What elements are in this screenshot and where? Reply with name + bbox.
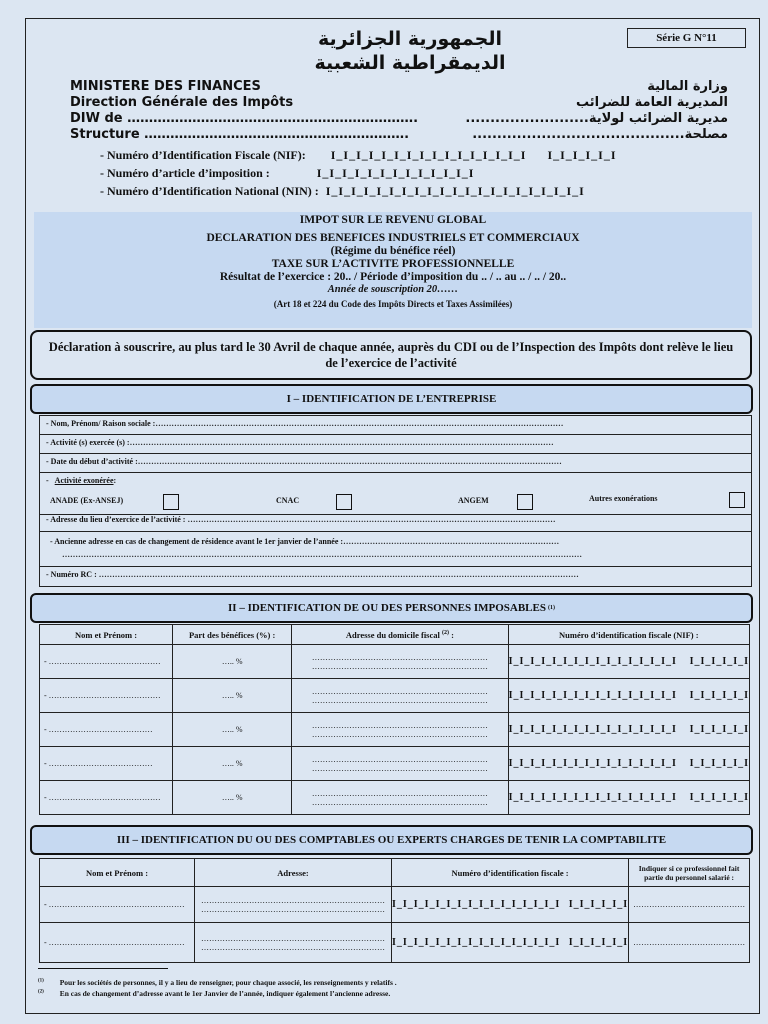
- decl-annee: Année de souscription 20……: [327, 284, 459, 295]
- row-nom[interactable]: [40, 416, 751, 435]
- col-nom: Nom et Prénom :: [40, 859, 195, 887]
- direction-ar: المديرية العامة للضرائب: [575, 95, 728, 110]
- nom-cell[interactable]: - …………………………………: [40, 713, 173, 747]
- col-part: Part des bénéfices (%) :: [173, 625, 292, 645]
- part-cell[interactable]: ….. %: [173, 713, 292, 747]
- table-row: [40, 923, 750, 963]
- anade-checkbox[interactable]: [163, 494, 179, 510]
- nif-line: [100, 148, 617, 163]
- nom-cell[interactable]: - ……………………………………………: [40, 887, 195, 923]
- row-activite[interactable]: [40, 434, 751, 454]
- table-row: [40, 645, 750, 679]
- anade-label: ANADE (Ex-ANSEJ): [50, 496, 124, 505]
- accountants-table: [39, 858, 750, 963]
- nin-label: - Numéro d’Identification National (NIN) :: [100, 184, 319, 198]
- diw-ar: مديرية الضرائب لولاية.........................: [465, 111, 728, 126]
- notice-text: Déclaration à souscrire, au plus tard le 30 Avril de chaque année, auprès du CDI ou de l’Inspection des Impôts dont relève le lieu de l’exercice de l’activité: [48, 340, 734, 370]
- row-debut[interactable]: [40, 453, 751, 473]
- ministry-ar: وزارة المالية: [647, 79, 728, 94]
- section2-title: [30, 593, 753, 623]
- col-nom: Nom et Prénom :: [40, 625, 173, 645]
- section1-title: [30, 384, 753, 414]
- structure-fr: Structure …………………………………………………….: [70, 127, 410, 142]
- adresse-field[interactable]: - Adresse du lieu d’exercice de l’activité : …………………………………………………………………………………………………………………………: [46, 515, 556, 524]
- nom-cell[interactable]: - ……………………………………: [40, 645, 173, 679]
- part-cell[interactable]: ….. %: [173, 747, 292, 781]
- section3-title: [30, 825, 753, 855]
- adresse-cell[interactable]: ………………………………………………………… …………………………………………………………: [292, 747, 508, 781]
- article-line: [100, 166, 474, 181]
- ministry-fr: MINISTERE DES FINANCES: [70, 79, 261, 94]
- nin-line: [100, 184, 585, 199]
- article-boxes[interactable]: I_I_I_I_I_I_I_I_I_I_I_I_I: [316, 166, 475, 180]
- nif-cell[interactable]: I_I_I_I_I_I_I_I_I_I_I_I_I_I_I_I I_I_I_I_I_I: [508, 679, 749, 713]
- part-cell[interactable]: ….. %: [173, 679, 292, 713]
- footnote-1: $^{(1)}$ Pour les sociétés de personnes, il y a lieu de renseigner, pour chaque associé, les renseignements y relatifs .: [38, 978, 397, 987]
- ancienne-field-line2[interactable]: ……………………………………………………………………………………………………………………………………………………………………………: [62, 550, 582, 559]
- article-label: - Numéro d’article d’imposition :: [100, 166, 270, 180]
- col-adresse: Adresse:: [195, 859, 392, 887]
- angem-label: ANGEM: [458, 496, 489, 505]
- nif-cell[interactable]: I_I_I_I_I_I_I_I_I_I_I_I_I_I_I_I I_I_I_I_I_I: [508, 781, 749, 815]
- notice-box: [30, 330, 752, 380]
- cnac-checkbox[interactable]: [336, 494, 352, 510]
- decl-regime: (Régime du bénéfice réel): [330, 245, 456, 257]
- adresse-cell[interactable]: ………………………………………………………… …………………………………………………………: [292, 713, 508, 747]
- col-salarie: Indiquer si ce professionnel fait partie du personnel salarié :: [629, 859, 750, 887]
- footnote-divider: [38, 968, 168, 969]
- autres-label: Autres exonérations: [589, 494, 658, 503]
- diw-fr: DIW de ………………………………………………………….: [70, 111, 419, 126]
- nom-cell[interactable]: - ……………………………………: [40, 781, 173, 815]
- persons-table: [39, 624, 750, 815]
- angem-checkbox[interactable]: [517, 494, 533, 510]
- nif-cell[interactable]: I_I_I_I_I_I_I_I_I_I_I_I_I_I_I_I I_I_I_I_I_I: [392, 887, 629, 923]
- nif-cell[interactable]: I_I_I_I_I_I_I_I_I_I_I_I_I_I_I_I I_I_I_I_I_I: [392, 923, 629, 963]
- decl-tap: TAXE SUR L’ACTIVITE PROFESSIONNELLE: [271, 258, 515, 270]
- adresse-cell[interactable]: ………………………………………………………… …………………………………………………………: [292, 679, 508, 713]
- arabic-title-line2: الديمقراطية الشعبية: [314, 52, 506, 74]
- col-nif: Numéro d’identification fiscale :: [392, 859, 629, 887]
- structure-ar: مصلحة...........................................: [472, 127, 728, 142]
- nom-cell[interactable]: - ……………………………………: [40, 679, 173, 713]
- nif-cell[interactable]: I_I_I_I_I_I_I_I_I_I_I_I_I_I_I_I I_I_I_I_I_I: [508, 713, 749, 747]
- nin-boxes[interactable]: I_I_I_I_I_I_I_I_I_I_I_I_I_I_I_I_I_I_I_I_I: [325, 184, 585, 198]
- nif-boxes[interactable]: I_I_I_I_I_I_I_I_I_I_I_I_I_I_I_I: [330, 148, 527, 162]
- direction-fr: Direction Générale des Impôts: [70, 95, 294, 110]
- col-adresse: Adresse du domicile fiscal $^{(2)}$ :: [292, 625, 508, 645]
- decl-bic: DECLARATION DES BENEFICES INDUSTRIELS ET COMMERCIAUX: [206, 232, 580, 244]
- part-cell[interactable]: ….. %: [173, 645, 292, 679]
- decl-resultat: Résultat de l’exercice : 20.. / Période d’imposition du .. / .. au .. / .. / 20..: [219, 271, 567, 283]
- section3-title-text: III – IDENTIFICATION DU OU DES COMPTABLES OU EXPERTS CHARGES DE TENIR LA COMPTABILITE: [116, 834, 667, 846]
- table-row: [40, 679, 750, 713]
- table-row: [40, 747, 750, 781]
- decl-article: (Art 18 et 224 du Code des Impôts Directs et Taxes Assimilées): [273, 299, 513, 309]
- adresse-cell[interactable]: …………………………………………………………… ……………………………………………………………: [195, 923, 392, 963]
- ancienne-field[interactable]: - Ancienne adresse en cas de changement de résidence avant le 1er janvier de l’année :………………………………………………………………………: [50, 537, 560, 546]
- debut-field[interactable]: - Date du début d’activité :……………………………………………………………………………………………………………………………………………: [46, 457, 562, 466]
- exoneree-label: - Activité exonérée:: [46, 476, 117, 485]
- table-row: [40, 781, 750, 815]
- cnac-label: CNAC: [276, 496, 300, 505]
- arabic-title-line1: الجمهورية الجزائرية: [317, 28, 503, 50]
- row-adresse[interactable]: [40, 514, 751, 532]
- row-ancienne[interactable]: [40, 531, 751, 567]
- part-cell[interactable]: ….. %: [173, 781, 292, 815]
- activite-field[interactable]: - Activité (s) exercée (s) :……………………………………………………………………………………………………………………………………………: [46, 438, 554, 447]
- autres-checkbox[interactable]: [729, 492, 745, 508]
- adresse-cell[interactable]: ………………………………………………………… …………………………………………………………: [292, 781, 508, 815]
- salarie-cell[interactable]: ……………………………………: [629, 887, 750, 923]
- nom-cell[interactable]: - …………………………………: [40, 747, 173, 781]
- row-exoneree: [40, 472, 751, 515]
- adresse-cell[interactable]: …………………………………………………………… ……………………………………………………………: [195, 887, 392, 923]
- rc-field[interactable]: - Numéro RC : ………………………………………………………………………………………………………………………………………………………………: [46, 570, 579, 579]
- nif-cell[interactable]: I_I_I_I_I_I_I_I_I_I_I_I_I_I_I_I I_I_I_I_I_I: [508, 645, 749, 679]
- row-rc[interactable]: [40, 566, 751, 585]
- salarie-cell[interactable]: ……………………………………: [629, 923, 750, 963]
- entreprise-table: [39, 415, 752, 587]
- nom-field[interactable]: - Nom, Prénom/ Raison sociale :………………………………………………………………………………………………………………………………………: [46, 419, 564, 428]
- nom-cell[interactable]: - ……………………………………………: [40, 923, 195, 963]
- declaration-header: [34, 212, 752, 328]
- serie-label: Série G N°11: [627, 28, 746, 48]
- section2-title-text: II – IDENTIFICATION DE OU DES PERSONNES IMPOSABLES: [228, 602, 546, 614]
- nif-cell[interactable]: I_I_I_I_I_I_I_I_I_I_I_I_I_I_I_I I_I_I_I_I_I: [508, 747, 749, 781]
- nif-label: - Numéro d’Identification Fiscale (NIF):: [100, 148, 306, 162]
- table-row: [40, 713, 750, 747]
- table-row: [40, 887, 750, 923]
- section1-title-text: I – IDENTIFICATION DE L’ENTREPRISE: [286, 393, 497, 405]
- section2-note: (1): [547, 605, 555, 611]
- footnote-2: $^{(2)}$ En cas de changement d’adresse avant le 1er Janvier de l’année, indiquer également l’ancienne adresse.: [38, 989, 391, 998]
- col-nif: Numéro d’identification fiscale (NIF) :: [508, 625, 749, 645]
- nif-boxes-suffix[interactable]: I_I_I_I_I_I: [547, 148, 617, 162]
- adresse-cell[interactable]: ………………………………………………………… …………………………………………………………: [292, 645, 508, 679]
- decl-irg: IMPOT SUR LE REVENU GLOBAL: [299, 214, 487, 226]
